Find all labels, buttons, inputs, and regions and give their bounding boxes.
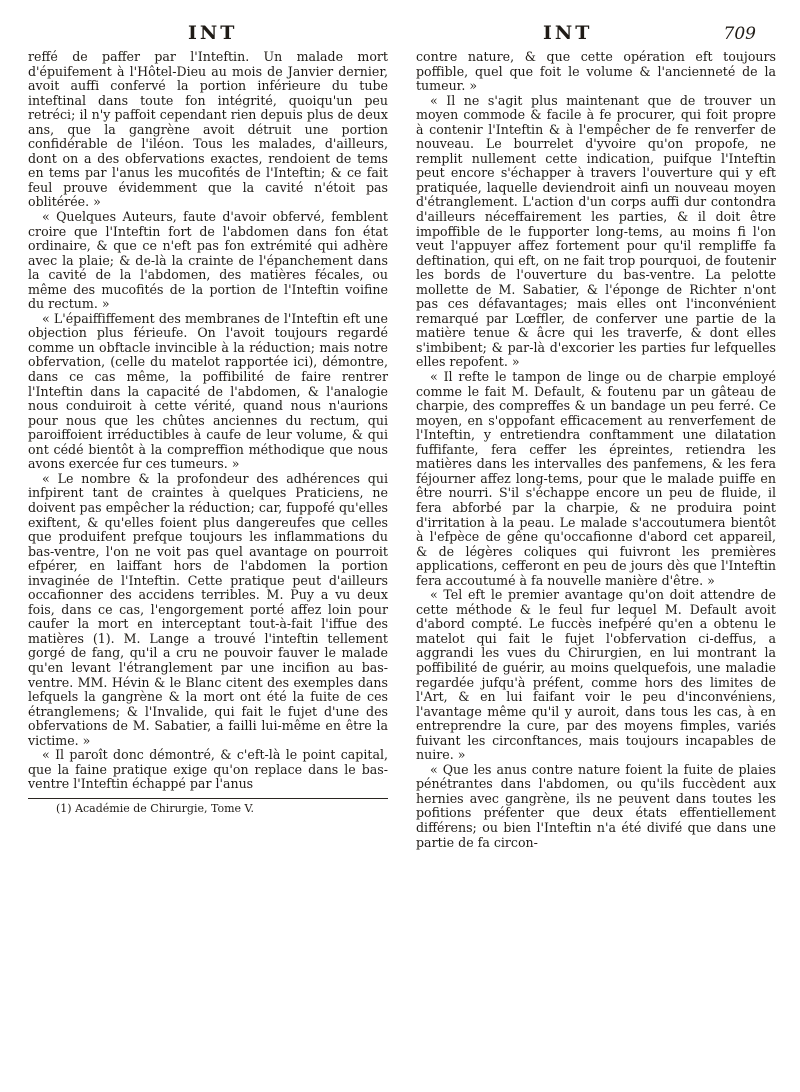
paragraph: « Que les anus contre nature foient la fuite de plaies pénétrantes dans l'abdomen, ou qu'ils fuccèdent aux hernies avec gangrène, ils ne peuvent dans toutes les pofitions préfenter que deux états effentiellement différens; ou bien l'Inteftin n'a été divifé que dans une partie de fa circon- xyxy=(416,761,776,850)
left-column xyxy=(28,50,388,850)
footnote-rule xyxy=(28,798,388,799)
paragraph: « Il refte le tampon de linge ou de charpie employé comme le fait M. Default, & foutenu par un gâteau de charpie, des compreffes & un bandage un peu ferré. Ce moyen, en s'oppofant efficacement au renverfement de l'Inteftin, y entretiendra conftamment une dilatation fuffifante, fera ceffer les épreintes, retiendra les matières dans les intervalles des panfemens, & les fera féjourner affez long-tems, pour que le malade puiffe en être nourri. S'il s'échappe encore un peu de fluide, il fera abforbé par la charpie, & ne produira point d'irritation à la peau. Le malade s'accoutumera bientôt à l'efpèce de gêne qu'occafionne d'abord cet appareil, & de légères coliques qui fuivront les premières applications, cefferont en peu de jours dès que l'Inteftin fera accoutumé à fa nouvelle manière d'être. » xyxy=(416,369,776,588)
paragraph: contre nature, & que cette opération eft toujours poffible, quel que foit le volume & l'ancienneté de la tumeur. » xyxy=(416,49,776,94)
paragraph: « Quelques Auteurs, faute d'avoir obfervé, femblent croire que l'Inteftin fort de l'abdomen dans fon état ordinaire, & que ce n'eft pas fon extrémité qui adhère avec la plaie; & de-là la crainte de l'épanchement dans la cavité de la l'abdomen, des matières fécales, ou même des mucofités de la portion de l'Inteftin voifine du rectum. » xyxy=(28,209,388,312)
running-head-right: INT xyxy=(543,22,593,44)
footnote: (1) Académie de Chirurgie, Tome V. xyxy=(56,801,255,815)
paragraph: reffé de paffer par l'Inteftin. Un malade mort d'épuifement à l'Hôtel-Dieu au mois de Janvier dernier, avoit auffi confervé la portion inférieure du tube inteftinal dans toute fon intégrité, quoiqu'un peu retréci; il n'y paffoit cependant rien depuis plus de deux ans, que la gangrène avoit détruit une portion confidérable de l'iléon. Tous les malades, d'ailleurs, dont on a des obfervations exactes, rendoient de tems en tems par l'anus les mucofités de l'Inteftin; & ce fait feul prouve évidemment que la cavité n'étoit pas oblitérée. » xyxy=(28,49,388,210)
paragraph: « L'épaiffiffement des membranes de l'Inteftin eft une objection plus férieufe. On l'avoit toujours regardé comme un obftacle invincible à la réduction; mais notre obfervation, (celle du matelot rapportée ici), démontre, dans ce cas même, la poffibilité de faire rentrer l'Inteftin dans la capacité de l'abdomen, & l'analogie nous conduiroit à cette vérité, quand nous n'aurions pour nous que les chûtes anciennes du rectum, qui paroiffoient irréductibles à caufe de leur volume, & qui ont cédé bientôt à la compreffion méthodique que nous avons exercée fur ces tumeurs. » xyxy=(28,310,388,472)
running-head-left: INT xyxy=(188,22,238,44)
text-columns xyxy=(28,50,776,850)
paragraph: « Il ne s'agit plus maintenant que de trouver un moyen commode & facile à fe procurer, qui foit propre à contenir l'Inteftin & à l'empêcher de fe renverfer de nouveau. Le bourrelet d'yvoire qu'on propofe, ne remplit nullement cette indication, puifque l'Inteftin peut encore s'échapper à travers l'ouverture qui y eft pratiquée, laquelle deviendroit ainfi un nouveau moyen d'étranglement. L'action d'un corps auffi dur contondra d'ailleurs néceffairement les parties, & il doit être impoffible de le fupporter long-tems, au moins fi l'on veut l'appuyer affez fortement pour qu'il rempliffe fa deftination, qui eft, on ne fait trop pourquoi, de foutenir les bords de l'ouverture du bas-ventre. La pelotte mollette de M. Sabatier, & l'éponge de Richter n'ont pas ces défavantages; mais elles ont l'inconvénient remarqué par Lœffler, de conferver une partie de la matière tenue & âcre qui les traverfe, & dont elles s'imbibent; & par-là d'excorier les parties fur lefquelles elles repofent. » xyxy=(416,92,776,370)
paragraph: « Le nombre & la profondeur des adhérences qui infpirent tant de craintes à quelques Praticiens, ne doivent pas empêcher la réduction; car, fuppofé qu'elles exiftent, & qu'elles foient plus dangereufes que celles que produifent prefque toujours les inflammations du bas-ventre, l'on ne voit pas quel avantage on pourroit efpérer, en laiffant hors de l'abdomen la portion invaginée de l'Inteftin. Cette pratique peut d'ailleurs occafionner des accidens terribles. M. Puy a vu deux fois, dans ce cas, l'engorgement porté affez loin pour caufer la mort en interceptant tout-à-fait l'iffue des matières (1). M. Lange a trouvé l'inteftin tellement gorgé de fang, qu'il a cru ne pouvoir fauver le malade qu'en levant l'étranglement par une incifion au bas-ventre. MM. Hévin & le Blanc citent des exemples dans lefquels la gangrène & la mort ont été la fuite de ces étranglemens; & l'Invalide, qui fait le fujet d'une des obfervations de M. Sabatier, a failli lui-même en être la victime. » xyxy=(28,470,388,748)
paragraph: « Il paroît donc démontré, & c'eft-là le point capital, que la faine pratique exige qu'on replace dans le bas-ventre l'Inteftin échappé par l'anus xyxy=(28,747,388,792)
running-head xyxy=(28,22,776,48)
right-column xyxy=(416,50,776,850)
paragraph: « Tel eft le premier avantage qu'on doit attendre de cette méthode & le feul fur lequel M. Default avoit d'abord compté. Le fuccès inefpéré qu'en a obtenu le matelot qui fait le fujet l'obfervation ci-deffus, a aggrandi les vues du Chirurgien, en lui montrant la poffibilité de guérir, au moins quelquefois, une maladie regardée jufqu'à préfent, comme hors des limites de l'Art, & en lui faifant voir le peu d'inconvéniens, l'avantage même qu'il y auroit, dans tous les cas, à en entreprendre la cure, par des moyens fimples, variés fuivant les circonftances, mais toujours incapables de nuire. » xyxy=(416,587,776,763)
page-number: 709 xyxy=(723,24,756,44)
